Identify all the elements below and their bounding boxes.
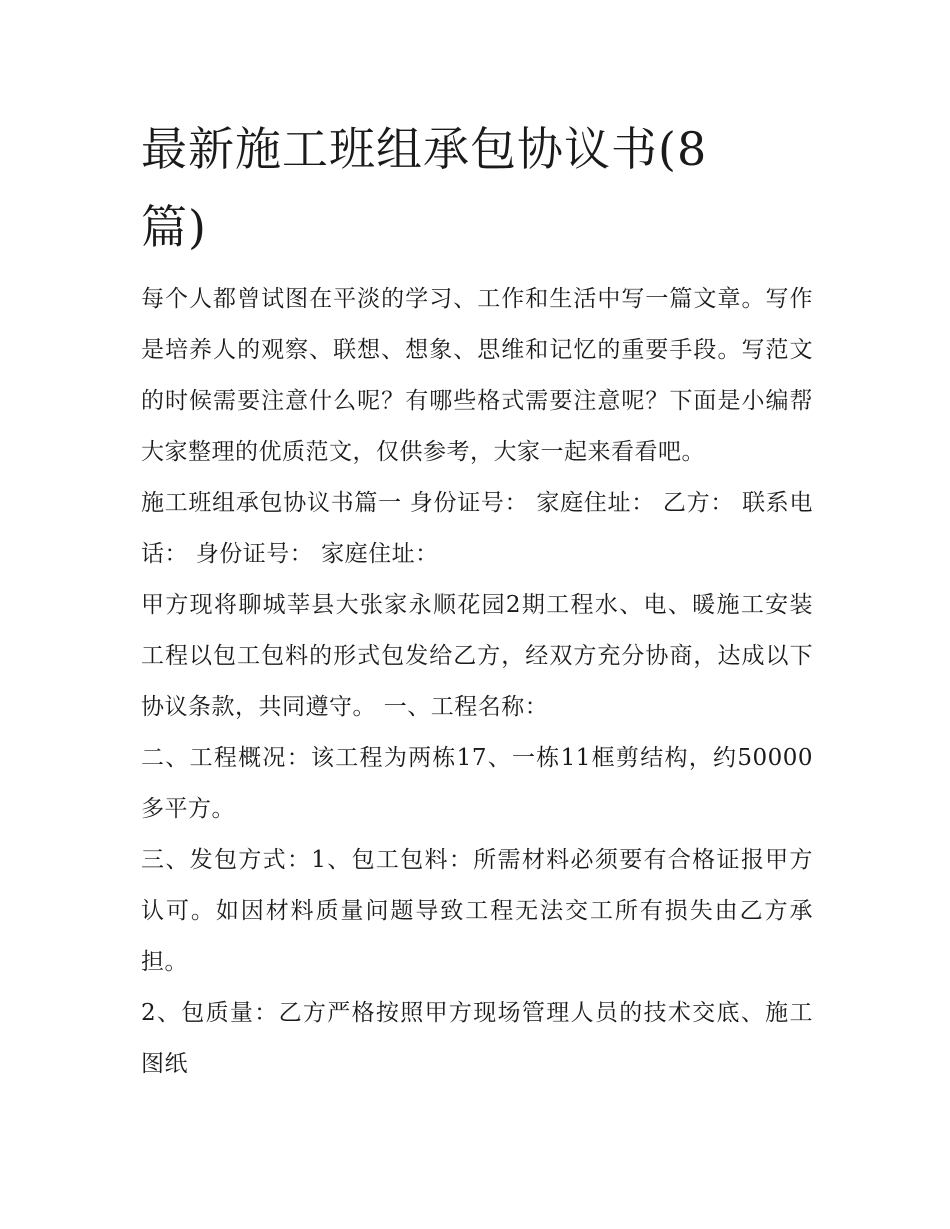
document-body [141, 110, 813, 1090]
paragraph-contract-method: 三、发包方式：1、包工包料：所需材料必须要有合格证报甲方认可。如因材料质量问题导致工程无法交工所有损失由乙方承担。 [141, 847, 813, 975]
document-title: 最新施工班组承包协议书(8篇) [141, 122, 708, 254]
paragraph-agreement: 甲方现将聊城莘县大张家永顺花园2期工程水、电、暖施工安装工程以包工包料的形式包发给乙方，经双方充分协商，达成以下协议条款，共同遵守。 一、工程名称： [141, 592, 813, 720]
paragraph-quality: 2、包质量：乙方严格按照甲方现场管理人员的技术交底、施工图纸 [141, 1000, 813, 1077]
paragraph-project-overview: 二、工程概况：该工程为两栋17、一栋11框剪结构，约50000多平方。 [141, 745, 813, 822]
paragraph-intro: 每个人都曾试图在平淡的学习、工作和生活中写一篇文章。写作是培养人的观察、联想、想象、思维和记忆的重要手段。写范文的时候需要注意什么呢？有哪些格式需要注意呢？下面是小编帮大家整理的优质范文，仅供参考，大家一起来看看吧。 [141, 286, 813, 465]
paragraph-parties: 施工班组承包协议书篇一 身份证号： 家庭住址： 乙方： 联系电话： 身份证号： 家庭住址： [141, 490, 813, 567]
